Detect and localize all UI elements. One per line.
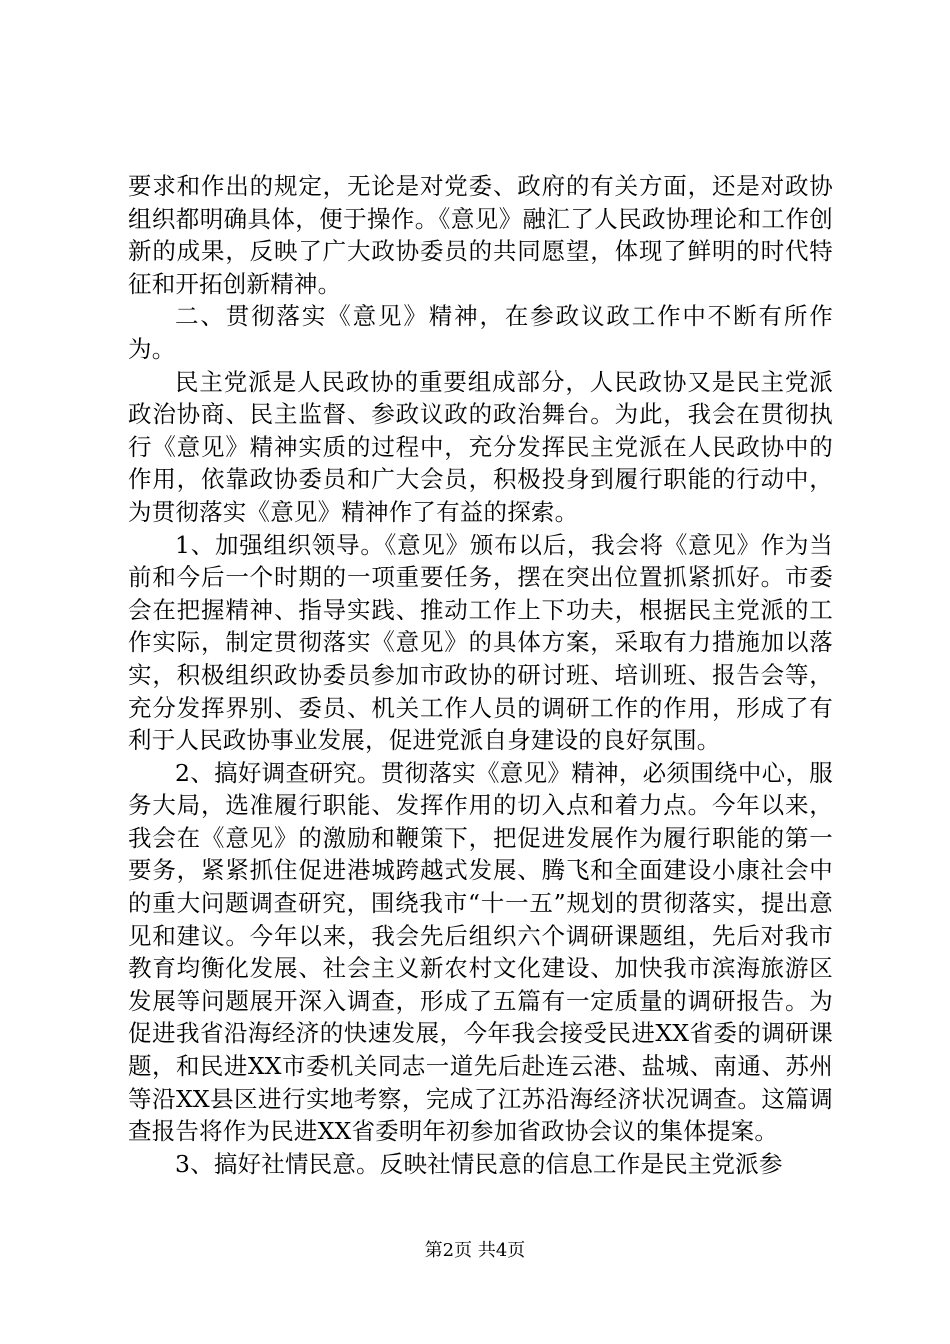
paragraph-item-1: 1、加强组织领导。《意见》颁布以后，我会将《意见》作为当前和今后一个时期的一项重要任务，摆在突出位置抓紧抓好。市委会在把握精神、指导实践、推动工作上下功夫，根据民主党派的工作实际，制定贯彻落实《意见》的具体方案，采取有力措施加以落实，积极组织政协委员参加市政协的研讨班、培训班、报告会等，充分发挥界别、委员、机关工作人员的调研工作的作用，形成了有利于人民政协事业发展，促进党派自身建设的良好氛围。 bbox=[128, 530, 833, 755]
page-footer bbox=[0, 1240, 950, 1262]
paragraph-item-2: 2、搞好调查研究。贯彻落实《意见》精神，必须围绕中心，服务大局，选准履行职能、发挥作用的切入点和着力点。今年以来，我会在《意见》的激励和鞭策下，把促进发展作为履行职能的第一要务，紧紧抓住促进港城跨越式发展、腾飞和全面建设小康社会中的重大问题调查研究，围绕我市“十一五”规划的贯彻落实，提出意见和建议。今年以来，我会先后组织六个调研课题组，先后对我市教育均衡化发展、社会主义新农村文化建设、加快我市滨海旅游区发展等问题展开深入调查，形成了五篇有一定质量的调研报告。为促进我省沿海经济的快速发展，今年我会接受民进XX省委的调研课题，和民进XX市委机关同志一道先后赴连云港、盐城、南通、苏州等沿XX县区进行实地考察，完成了江苏沿海经济状况调查。这篇调查报告将作为民进XX省委明年初参加省政协会议的集体提案。 bbox=[128, 758, 833, 1146]
paragraph-item-3: 3、搞好社情民意。反映社情民意的信息工作是民主党派参 bbox=[175, 1149, 783, 1178]
document-body bbox=[128, 170, 833, 1180]
paragraph-continuation: 要求和作出的规定，无论是对党委、政府的有关方面，还是对政协组织都明确具体，便于操作。《意见》融汇了人民政协理论和工作创新的成果，反映了广大政协委员的共同愿望，体现了鲜明的时代特征和开拓创新精神。 bbox=[128, 172, 833, 298]
section-heading-two: 二、贯彻落实《意见》精神，在参政议政工作中不断有所作为。 bbox=[128, 302, 833, 363]
paragraph-democratic-parties: 民主党派是人民政协的重要组成部分，人民政协又是民主党派政治协商、民主监督、参政议政的政治舞台。为此，我会在贯彻执行《意见》精神实质的过程中，充分发挥民主党派在人民政协中的作用，依靠政协委员和广大会员，积极投身到履行职能的行动中，为贯彻落实《意见》精神作了有益的探索。 bbox=[128, 367, 833, 526]
page-number: 第2页 共4页 bbox=[424, 1240, 526, 1261]
